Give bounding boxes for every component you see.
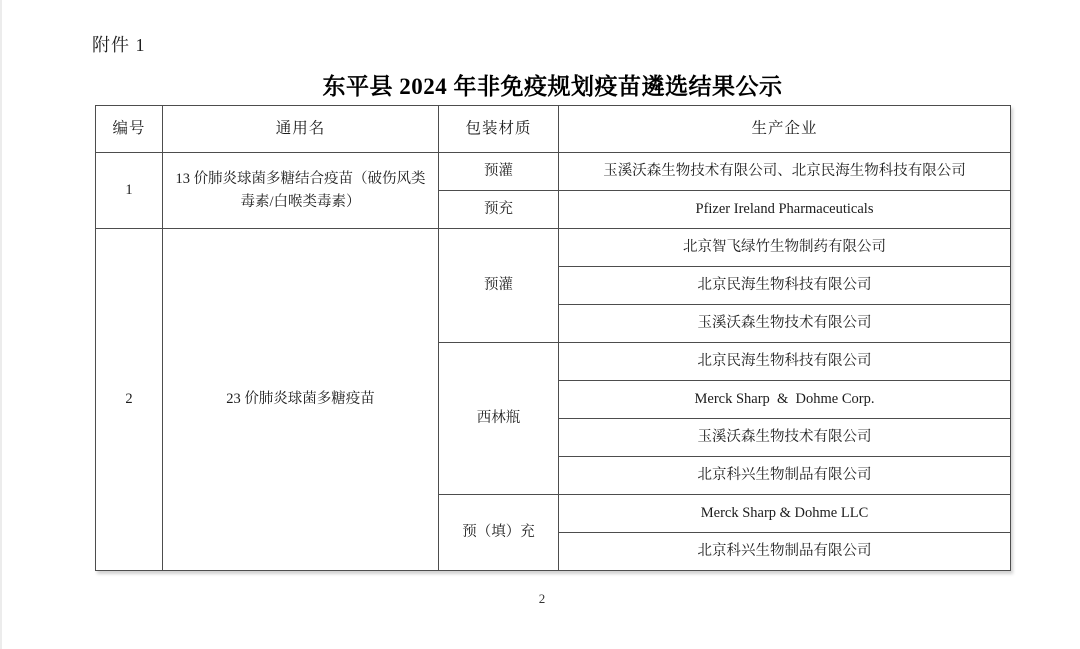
generic-name-cell: 23 价肺炎球菌多糖疫苗 xyxy=(163,229,439,571)
column-header-number: 编号 xyxy=(96,106,163,153)
manufacturer-cell: 北京科兴生物制品有限公司 xyxy=(559,457,1011,495)
manufacturer-cell: 玉溪沃森生物技术有限公司、北京民海生物科技有限公司 xyxy=(559,153,1011,191)
manufacturer-cell: Merck Sharp & Dohme LLC xyxy=(559,495,1011,533)
manufacturer-cell: 北京科兴生物制品有限公司 xyxy=(559,533,1011,571)
packaging-cell: 预（填）充 xyxy=(439,495,559,571)
manufacturer-cell: 玉溪沃森生物技术有限公司 xyxy=(559,419,1011,457)
packaging-cell: 预充 xyxy=(439,191,559,229)
column-header-manufacturer: 生产企业 xyxy=(559,106,1011,153)
manufacturer-cell: 北京智飞绿竹生物制药有限公司 xyxy=(559,229,1011,267)
packaging-cell: 西林瓶 xyxy=(439,343,559,495)
column-header-packaging: 包装材质 xyxy=(439,106,559,153)
manufacturer-cell: 北京民海生物科技有限公司 xyxy=(559,343,1011,381)
serial-number-cell: 2 xyxy=(96,229,163,571)
manufacturer-cell: 北京民海生物科技有限公司 xyxy=(559,267,1011,305)
page-title: 东平县 2024 年非免疫规划疫苗遴选结果公示 xyxy=(322,74,783,99)
packaging-cell: 预灌 xyxy=(439,229,559,343)
table-header-row xyxy=(96,106,1011,153)
packaging-cell: 预灌 xyxy=(439,153,559,191)
manufacturer-cell: Merck Sharp & Dohme Corp. xyxy=(559,381,1011,419)
table-row xyxy=(96,153,1011,191)
table-row xyxy=(96,229,1011,267)
serial-number-cell: 1 xyxy=(96,153,163,229)
generic-name-cell: 13 价肺炎球菌多糖结合疫苗（破伤风类毒素/白喉类毒素） xyxy=(163,153,439,229)
manufacturer-cell: Pfizer Ireland Pharmaceuticals xyxy=(559,191,1011,229)
manufacturer-cell: 玉溪沃森生物技术有限公司 xyxy=(559,305,1011,343)
page-number: 2 xyxy=(538,591,546,606)
column-header-generic-name: 通用名 xyxy=(163,106,439,153)
attachment-label: 附件 1 xyxy=(92,35,146,55)
results-table xyxy=(95,105,1011,571)
